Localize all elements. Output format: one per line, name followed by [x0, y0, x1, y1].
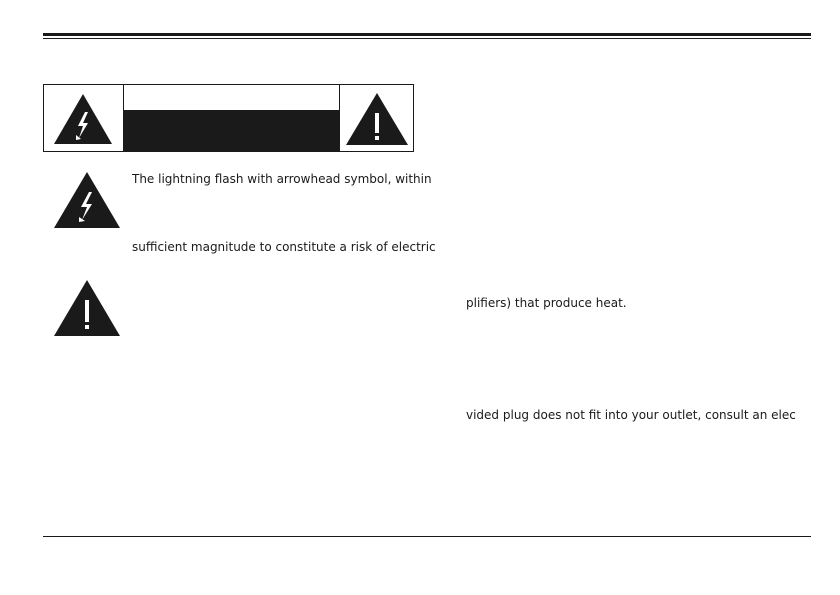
header-rule-thick	[43, 33, 811, 36]
exclamation-warning-icon	[344, 91, 410, 147]
footer-rule	[43, 536, 811, 537]
lightning-symbol-description-line-2: sufficient magnitude to constitute a risk of electric	[132, 240, 436, 254]
caution-warning-box	[43, 84, 414, 152]
caution-box-black-band	[123, 110, 340, 151]
heat-sources-fragment: plifiers) that produce heat.	[466, 296, 627, 310]
lightning-warning-icon	[52, 92, 114, 146]
header-rule-thin	[43, 38, 811, 39]
caution-box-center-cell	[123, 85, 340, 151]
plug-outlet-fragment: vided plug does not fit into your outlet, consult an elec	[466, 408, 796, 422]
exclamation-warning-icon	[52, 278, 122, 338]
lightning-symbol-description-line-1: The lightning flash with arrowhead symbol, within	[132, 172, 432, 186]
caution-box-right-cell	[339, 85, 413, 151]
lightning-warning-icon	[52, 170, 122, 230]
caution-box-left-cell	[44, 85, 124, 151]
